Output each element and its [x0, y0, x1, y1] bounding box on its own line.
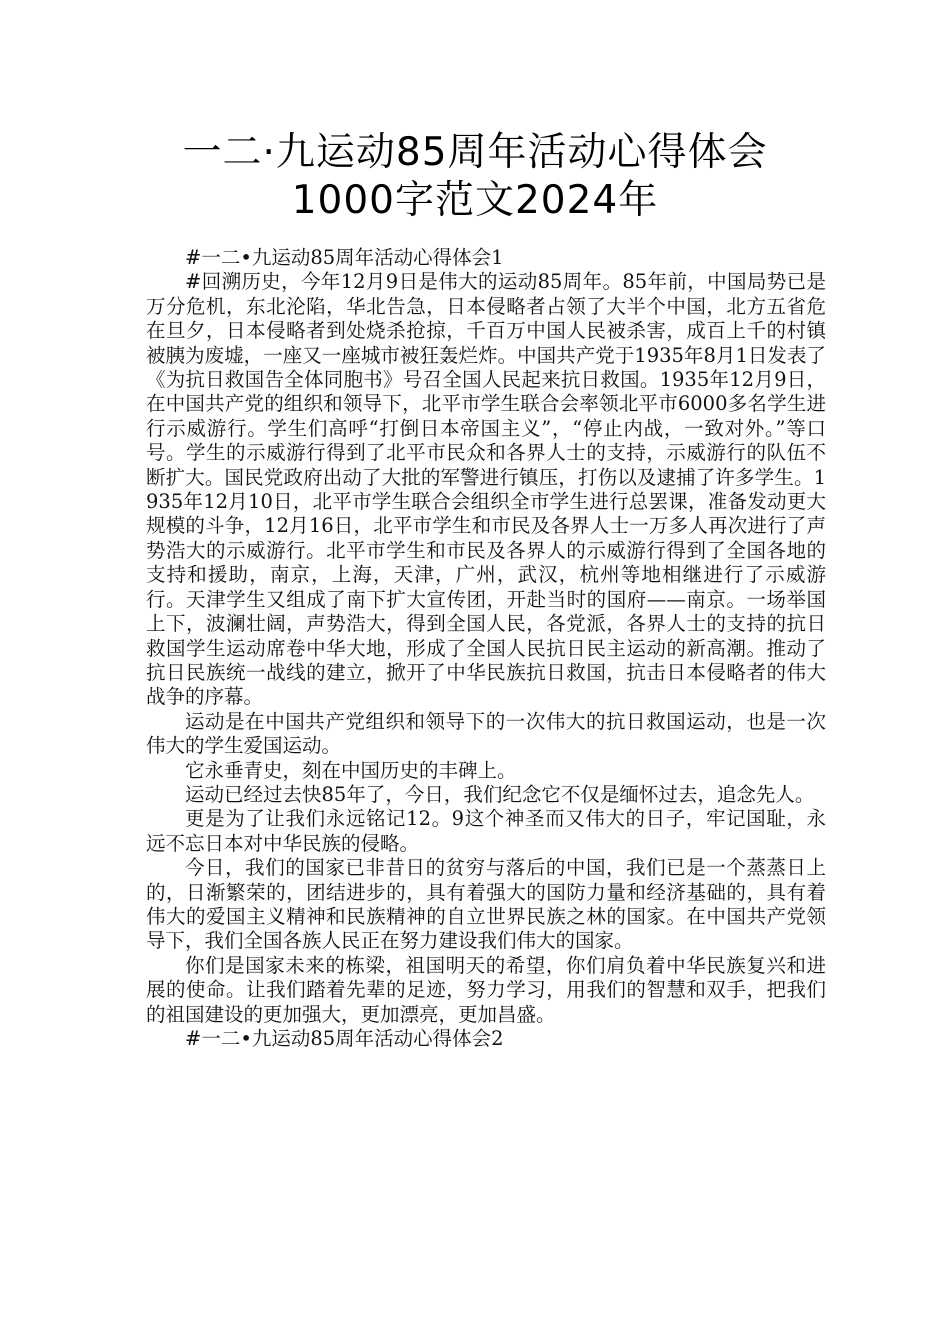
paragraph-today: 今日，我们的国家已非昔日的贫穷与落后的中国，我们已是一个蒸蒸日上的，日渐繁荣的，团结进步的，具有着强大的国防力量和经济基础的，具有着伟大的爱国主义精神和民族精神的自立世界民族之林的国家。在中国共产党领导下，我们全国各族人民正在努力建设我们伟大的国家。: [146, 856, 826, 953]
paragraph-future: 你们是国家未来的栋梁，祖国明天的希望，你们肩负着中华民族复兴和进展的使命。让我们踏着先辈的足迹，努力学习，用我们的智慧和双手，把我们的祖国建设的更加强大，更加漂亮，更加昌盛。: [146, 953, 826, 1026]
document-title-line-2: 1000字范文2024年: [291, 178, 659, 223]
document-body: [146, 246, 826, 1051]
paragraph-commemoration: 运动已经过去快85年了，今日，我们纪念它不仅是缅怀过去，追念先人。: [185, 782, 815, 806]
paragraph-monument: 它永垂青史，刻在中国历史的丰碑上。: [185, 758, 517, 782]
section-heading-1: #一二•九运动85周年活动心得体会1: [185, 246, 504, 269]
paragraph-history: #回溯历史，今年12月9日是伟大的运动85周年。85年前，中国局势已是万分危机，东北沦陷，华北告急，日本侵略者占领了大半个中国，北方五省危在旦夕，日本侵略者到处烧杀抢掠，千百万中国人民被杀害，成百上千的村镇被胰为废墟，一座又一座城市被狂轰烂炸。中国共产党于1935年8月1日发表了《为抗日救国告全体同胞书》号召全国人民起来抗日救国。1935年12月9日，在中国共产党的组织和领导下，北平市学生联合会率领北平市6000多名学生进行示威游行。学生们高呼“打倒日本帝国主义”，“停止内战，一致对外。”等口号。学生的示威游行得到了北平市民众和各界人士的支持，示威游行的队伍不断扩大。国民党政府出动了大批的军警进行镇压，打伤以及逮捕了许多学生。1935年12月10日，北平市学生联合会组织全市学生进行总罢课，准备发动更大规模的斗争，12月16日，北平市学生和市民及各界人士一万多人再次进行了声势浩大的示威游行。北平市学生和市民及各界人的示威游行得到了全国各地的支持和援助，南京，上海，天津，广州，武汉，杭州等地相继进行了示威游行。天津学生又组成了南下扩大宣传团，开赴当时的国府——南京。一场举国上下，波澜壮阔，声势浩大，得到全国人民，各党派，各界人士的支持的抗日救国学生运动席卷中华大地，形成了全国人民抗日民主运动的新高潮。推动了抗日民族统一战线的建立，掀开了中华民族抗日救国，抗击日本侵略者的伟大战争的序幕。: [146, 270, 826, 709]
document-title-line-1: 一二·九运动85周年活动心得体会: [182, 130, 768, 175]
section-heading-2: #一二•九运动85周年活动心得体会2: [185, 1027, 504, 1050]
paragraph-movement: 运动是在中国共产党组织和领导下的一次伟大的抗日救国运动，也是一次伟大的学生爱国运动。: [146, 709, 826, 758]
paragraph-remember: 更是为了让我们永远铭记12。9这个神圣而又伟大的日子，牢记国耻，永远不忘日本对中华民族的侵略。: [146, 807, 826, 855]
